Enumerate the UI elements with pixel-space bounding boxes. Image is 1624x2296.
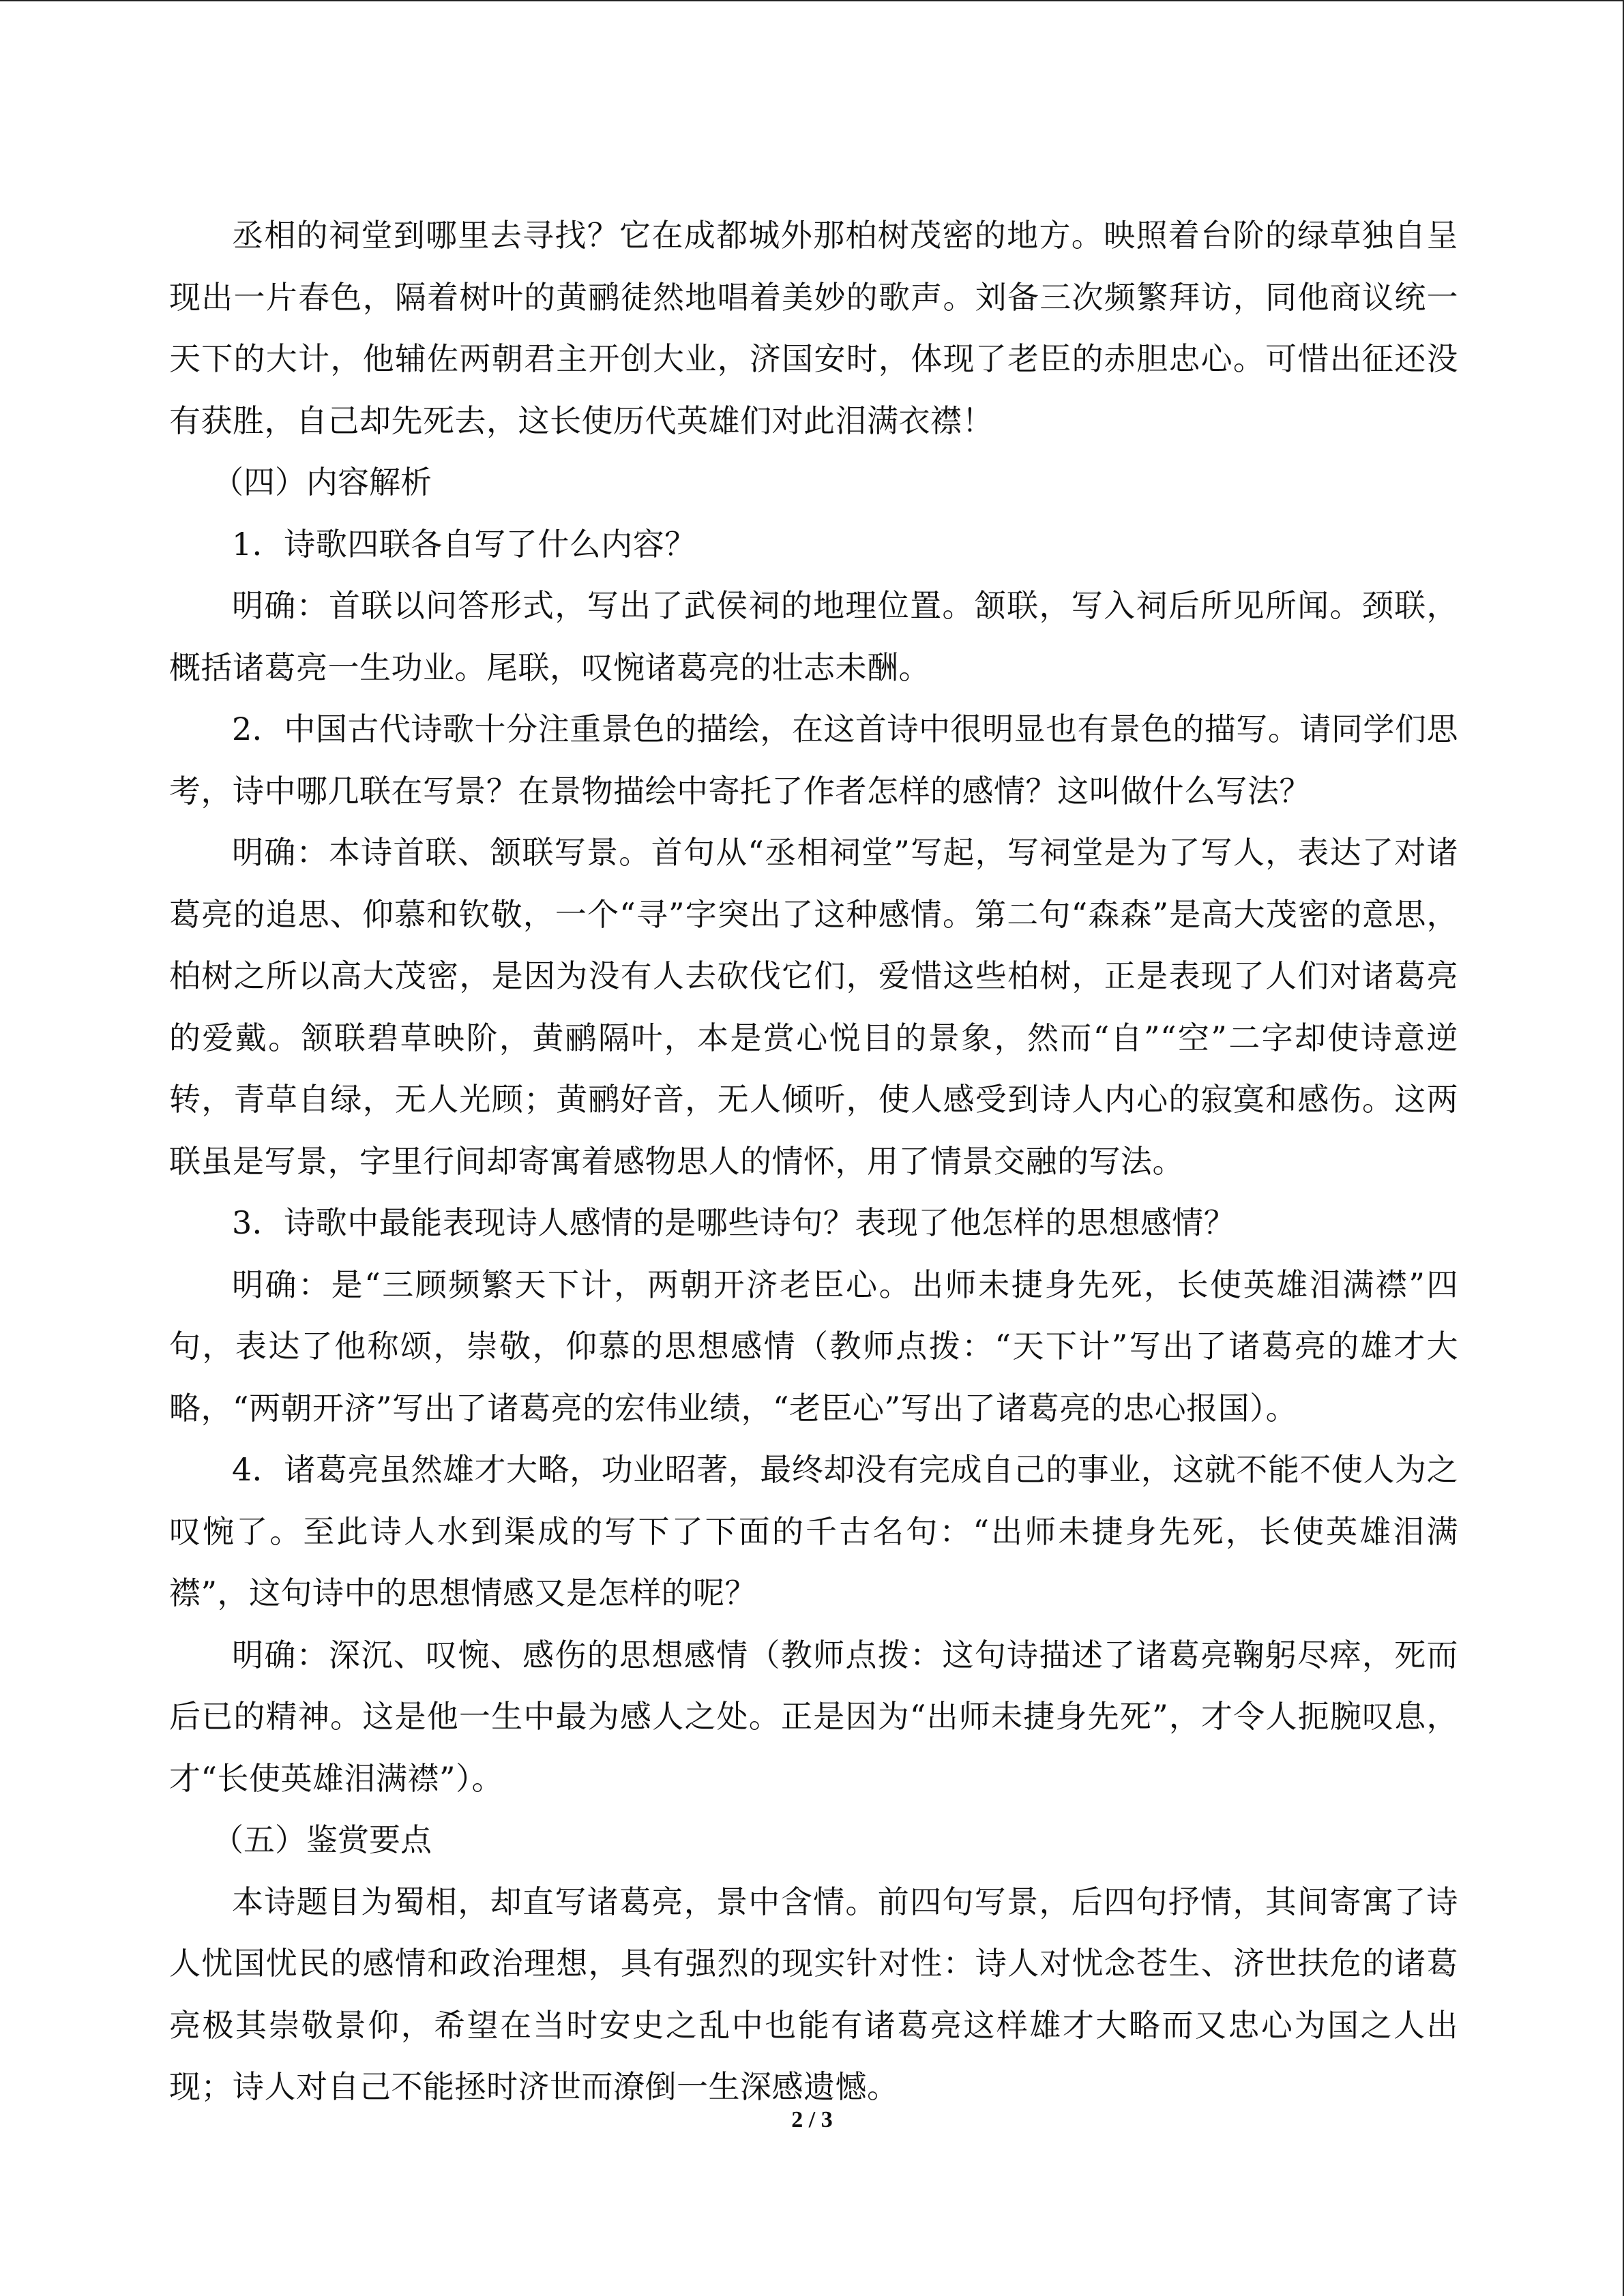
document-body: [169, 205, 1458, 2118]
paragraph-translation: 丞相的祠堂到哪里去寻找？它在成都城外那柏树茂密的地方。映照着台阶的绿草独自呈现出一片春色，隔着树叶的黄鹂徒然地唱着美妙的歌声。刘备三次频繁拜访，同他商议统一天下的大计，他辅佐两朝君主开创大业，济国安时，体现了老臣的赤胆忠心。可惜出征还没有获胜，自己却先死去，这长使历代英雄们对此泪满衣襟！: [169, 217, 1458, 439]
answer-4: 明确：深沉、叹惋、感伤的思想感情（教师点拨：这句诗描述了诸葛亮鞠躬尽瘁，死而后已的精神。这是他一生中最为感人之处。正是因为“出师未捷身先死”，才令人扼腕叹息，才“长使英雄泪满襟”）。: [169, 1636, 1458, 1797]
section-heading-content-analysis: （四）内容解析: [212, 464, 432, 501]
answer-2: 明确：本诗首联、颔联写景。首句从“丞相祠堂”写起，写祠堂是为了写人，表达了对诸葛亮的追思、仰慕和钦敬，一个“寻”字突出了这种感情。第二句“森森”是高大茂密的意思，柏树之所以高大茂密，是因为没有人去砍伐它们，爱惜这些柏树，正是表现了人们对诸葛亮的爱戴。颔联碧草映阶，黄鹂隔叶，本是赏心悦目的景象，然而“自”“空”二字却使诗意逆转，青草自绿，无人光顾；黄鹂好音，无人倾听，使人感受到诗人内心的寂寞和感伤。这两联虽是写景，字里行间却寄寓着感物思人的情怀，用了情景交融的写法。: [169, 834, 1458, 1180]
page-number: 2 / 3: [791, 2107, 833, 2132]
question-1: 1．诗歌四联各自写了什么内容？: [232, 525, 696, 563]
question-4: 4．诸葛亮虽然雄才大略，功业昭著，最终却没有完成自己的事业，这就不能不使人为之叹惋了。至此诗人水到渠成的写下了下面的千古名句：“出师未捷身先死，长使英雄泪满襟”，这句诗中的思想情感又是怎样的呢？: [169, 1451, 1458, 1611]
section-heading-appreciation: （五）鉴赏要点: [212, 1821, 432, 1858]
answer-1: 明确：首联以问答形式，写出了武侯祠的地理位置。颔联，写入祠后所见所闻。颈联，概括诸葛亮一生功业。尾联，叹惋诸葛亮的壮志未酬。: [169, 587, 1458, 686]
answer-3: 明确：是“三顾频繁天下计，两朝开济老臣心。出师未捷身先死，长使英雄泪满襟”四句，表达了他称颂，崇敬，仰慕的思想感情（教师点拨：“天下计”写出了诸葛亮的雄才大略，“两朝开济”写出了诸葛亮的宏伟业绩，“老臣心”写出了诸葛亮的忠心报国）。: [169, 1266, 1458, 1427]
paragraph-appreciation: 本诗题目为蜀相，却直写诸葛亮，景中含情。前四句写景，后四句抒情，其间寄寓了诗人忧国忧民的感情和政治理想，具有强烈的现实针对性：诗人对忧念苍生、济世扶危的诸葛亮极其崇敬景仰，希望在当时安史之乱中也能有诸葛亮这样雄才大略而又忠心为国之人出现；诗人对自己不能拯时济世而潦倒一生深感遗憾。: [169, 1883, 1458, 2105]
question-2: 2．中国古代诗歌十分注重景色的描绘，在这首诗中很明显也有景色的描写。请同学们思考，诗中哪几联在写景？在景物描绘中寄托了作者怎样的感情？这叫做什么写法？: [169, 711, 1458, 809]
question-3: 3．诗歌中最能表现诗人感情的是哪些诗句？表现了他怎样的思想感情？: [232, 1204, 1236, 1241]
